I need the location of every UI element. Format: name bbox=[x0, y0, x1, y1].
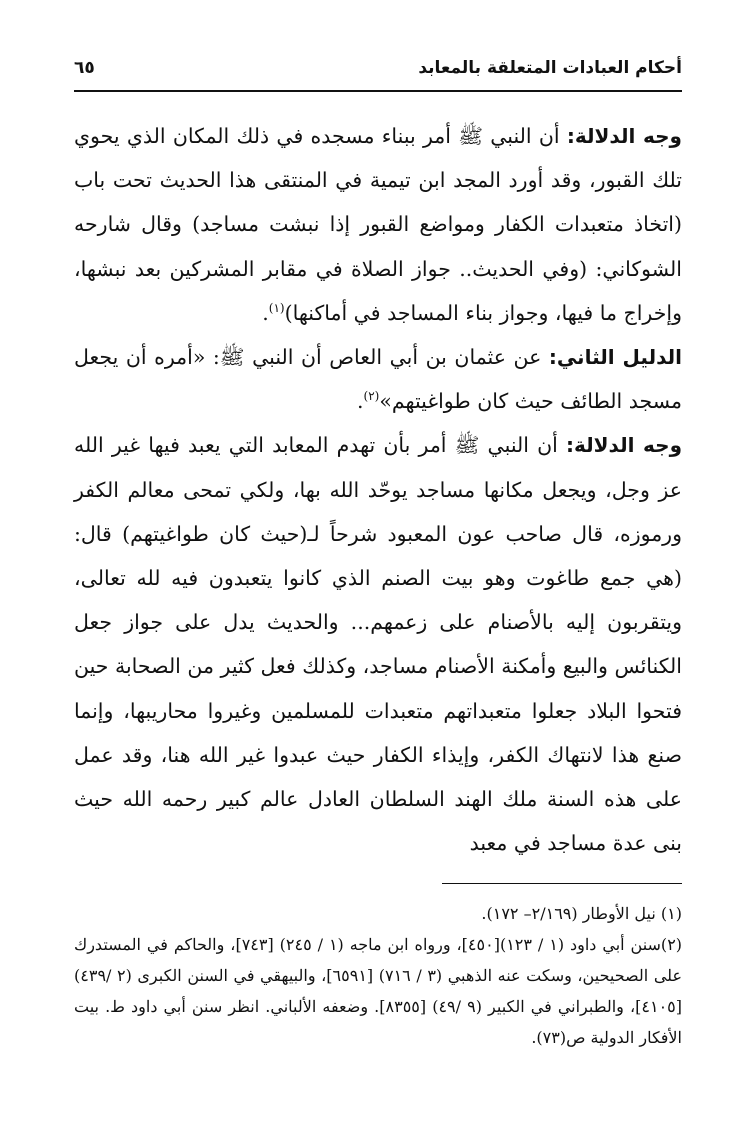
paragraph-lead: وجه الدلالة: bbox=[566, 124, 682, 148]
footnote-2: (٢)سنن أبي داود (١ / ١٢٣)[٤٥٠]، ورواه ابن ماجه (١ / ٢٤٥) [٧٤٣]، والحاكم في المستدرك على الصحيحين، وسكت عنه الذهبي (٣ / ٧١٦) [٦٥٩١]، والبيهقي في السنن الكبرى (٢ /٤٣٩) [٤١٠٥]، والطبراني في الكبير (٩ /٤٩) [٨٣٥٥]. وضعفه الألباني. انظر سنن أبي داود ط. بيت الأفكار الدولية ص(٧٣). bbox=[74, 935, 683, 1048]
paragraph-tail: . bbox=[357, 389, 364, 414]
footnotes bbox=[74, 898, 682, 1053]
paragraph-text: أن النبي ﷺ أمر ببناء مسجده في ذلك المكان الذي يحوي تلك القبور، وقد أورد المجد ابن تيمية في المنتقى هذا الحديث تحت باب (اتخاذ متعبدات الكفار ومواضع القبور إذا نبشت مساجد) وقال شارحه الشوكاني: (وفي الحديث.. جواز الصلاة في مقابر المشركين بعد نبشها، وإخراج ما فيها، وجواز بناء المساجد في أماكنها) bbox=[74, 124, 682, 325]
footnote-ref: (٢) bbox=[363, 389, 380, 404]
running-header bbox=[74, 52, 682, 92]
footnote-1: (١) نيل الأوطار (٢/١٦٩– ١٧٢). bbox=[481, 904, 682, 924]
paragraph-1 bbox=[74, 114, 682, 335]
footnote-separator bbox=[442, 883, 682, 884]
paragraph-lead: وجه الدلالة: bbox=[565, 433, 682, 458]
paragraph-3 bbox=[74, 423, 682, 865]
header-title: أحكام العبادات المتعلقة بالمعابد bbox=[418, 58, 682, 78]
paragraph-text: أن النبي ﷺ أمر بأن تهدم المعابد التي يعبد فيها غير الله عز وجل، ويجعل مكانها مساجد يوحّد الله بها، ولكي تمحى معالم الكفر ورموزه، قال صاحب عون المعبود شرحاً لـ(حيث كان طواغيتهم) قال: (هي جمع طاغوت وهو بيت الصنم الذي كانوا يتعبدون فيه لله تعالى، ويتقربون إليه بالأصنام على زعمهم... والحديث يدل على جواز جعل الكنائس والبيع وأمكنة الأصنام مساجد، وكذلك فعل كثير من الصحابة حين فتحوا البلاد جعلوا متعبداتهم متعبدات للمسلمين وغيروا محاريبها، وإنما صنع هذا لانتهاك الكفر، وإيذاء الكفار حيث عبدوا غير الله هنا، وقد عمل على هذه السنة ملك الهند السلطان العادل عالم كبير رحمه الله حيث بنى عدة مساجد في معبد bbox=[74, 433, 682, 856]
footnote-ref: (١) bbox=[268, 300, 285, 315]
paragraph-text: عن عثمان بن أبي العاص أن النبي ﷺ: «أمره أن يجعل مسجد الطائف حيث كان طواغيتهم» bbox=[74, 345, 682, 414]
page-number: ٦٥ bbox=[74, 58, 95, 78]
book-page bbox=[74, 52, 682, 1092]
paragraph-tail: . bbox=[262, 300, 269, 325]
main-text bbox=[74, 114, 682, 865]
paragraph-lead: الدليل الثاني: bbox=[548, 345, 683, 370]
paragraph-2 bbox=[74, 335, 682, 423]
